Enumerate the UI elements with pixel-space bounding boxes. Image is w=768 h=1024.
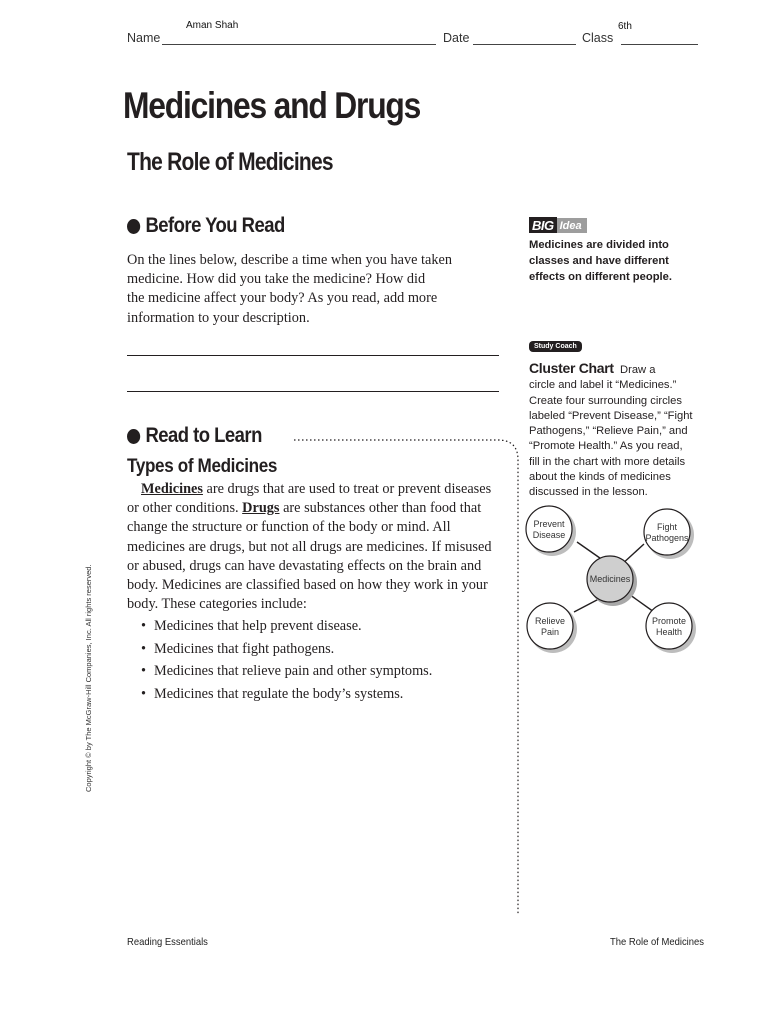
instruction-line: Create four surrounding circles (529, 394, 682, 407)
node-fight-pathogens (644, 509, 694, 559)
footer-right: The Role of Medicines (610, 936, 705, 948)
node-label: Health (655, 627, 683, 637)
cluster-chart-title: Cluster Chart (529, 360, 614, 376)
class-handwritten: 6th (618, 21, 632, 32)
big-idea-big: BIG (529, 217, 557, 233)
study-coach-badge: Study Coach (529, 341, 582, 352)
big-idea-idea: Idea (557, 218, 587, 233)
prompt-line: On the lines below, describe a time when you have taken (127, 252, 453, 268)
date-line (473, 44, 576, 45)
list-item: • Medicines that relieve pain and other symptoms. (127, 660, 507, 683)
read-to-learn-heading (127, 424, 262, 448)
cluster-chart-diagram (522, 500, 698, 660)
prompt-line: medicine. How did you take the medicine? How did (127, 271, 426, 288)
list-item: • Medicines that fight pathogens. (127, 638, 507, 661)
copyright-notice: Copyright © by The McGraw-Hill Companies, Inc. All rights reserved. (84, 564, 93, 792)
node-label: Disease (532, 530, 566, 540)
answer-line-2[interactable] (127, 391, 499, 392)
big-idea-line: Medicines are divided into (529, 239, 669, 251)
types-of-medicines-heading: Types of Medicines (127, 456, 278, 477)
class-line (621, 44, 698, 45)
page-subtitle: The Role of Medicines (127, 148, 333, 176)
footer-left: Reading Essentials (127, 936, 208, 948)
list-item: • Medicines that regulate the body’s systems. (127, 683, 507, 706)
node-label: Fight (656, 522, 678, 532)
date-label: Date (443, 31, 470, 45)
instruction-line: “Promote Health.” As you read, (529, 440, 683, 453)
instruction-line: about the kinds of medicines (529, 471, 671, 484)
prompt-line: information to your description. (127, 309, 310, 326)
list-item: • Medicines that help prevent disease. (127, 615, 507, 638)
instruction-line: circle and label it “Medicines.” (529, 379, 677, 392)
paragraph-text: are substances other than food that change the structure or function of the body or mind. All medicines are drugs, but not all drugs are medicines. If misused or abused, drugs can have devastating effects on the brain and body. Medicines are classified based on how they work in your body. These categories include: (127, 500, 492, 613)
heading-bullet-icon (127, 219, 140, 234)
instruction-line: labeled “Prevent Disease,” “Fight (529, 409, 693, 422)
medicines-paragraph (127, 480, 499, 614)
instruction-line: fill in the chart with more details (529, 455, 686, 468)
node-label: Prevent (533, 519, 565, 529)
instruction-line: Pathogens,” “Relieve Pain,” and (529, 425, 688, 438)
node-prevent-disease (526, 506, 576, 556)
node-label: Pathogens (645, 533, 689, 543)
before-you-read-label: Before You Read (145, 214, 285, 237)
answer-line-1[interactable] (127, 355, 499, 356)
instruction-line: discussed in the lesson. (529, 486, 648, 499)
instruction-line: Draw a (620, 364, 656, 376)
node-relieve-pain (527, 603, 577, 653)
big-idea-text (529, 238, 699, 285)
cluster-chart-instructions (529, 361, 699, 501)
big-idea-line: effects on different people. (529, 270, 672, 283)
heading-bullet-icon (127, 429, 140, 444)
node-medicines-center (587, 556, 637, 606)
term-medicines: Medicines (141, 481, 203, 497)
big-idea-badge (529, 217, 587, 233)
node-promote-health (646, 603, 696, 653)
read-to-learn-label: Read to Learn (145, 424, 262, 447)
center-label: Medicines (589, 574, 631, 584)
node-label: Promote (651, 616, 687, 626)
big-idea-line: classes and have different (529, 254, 669, 267)
class-label: Class (582, 31, 614, 45)
before-you-read-prompt (127, 251, 497, 328)
name-handwritten: Aman Shah (186, 20, 239, 31)
term-drugs: Drugs (242, 500, 280, 517)
page-title: Medicines and Drugs (123, 85, 421, 126)
prompt-line: the medicine affect your body? As you read, add more (127, 290, 438, 307)
node-label: Pain (540, 627, 560, 637)
medicine-types-list (127, 615, 507, 705)
node-label: Relieve (534, 616, 566, 626)
name-label: Name (127, 31, 161, 45)
paragraph-text: are drugs that are used to treat or prevent diseases or other conditions. (127, 481, 492, 517)
name-line (162, 44, 436, 45)
before-you-read-heading (127, 214, 285, 238)
